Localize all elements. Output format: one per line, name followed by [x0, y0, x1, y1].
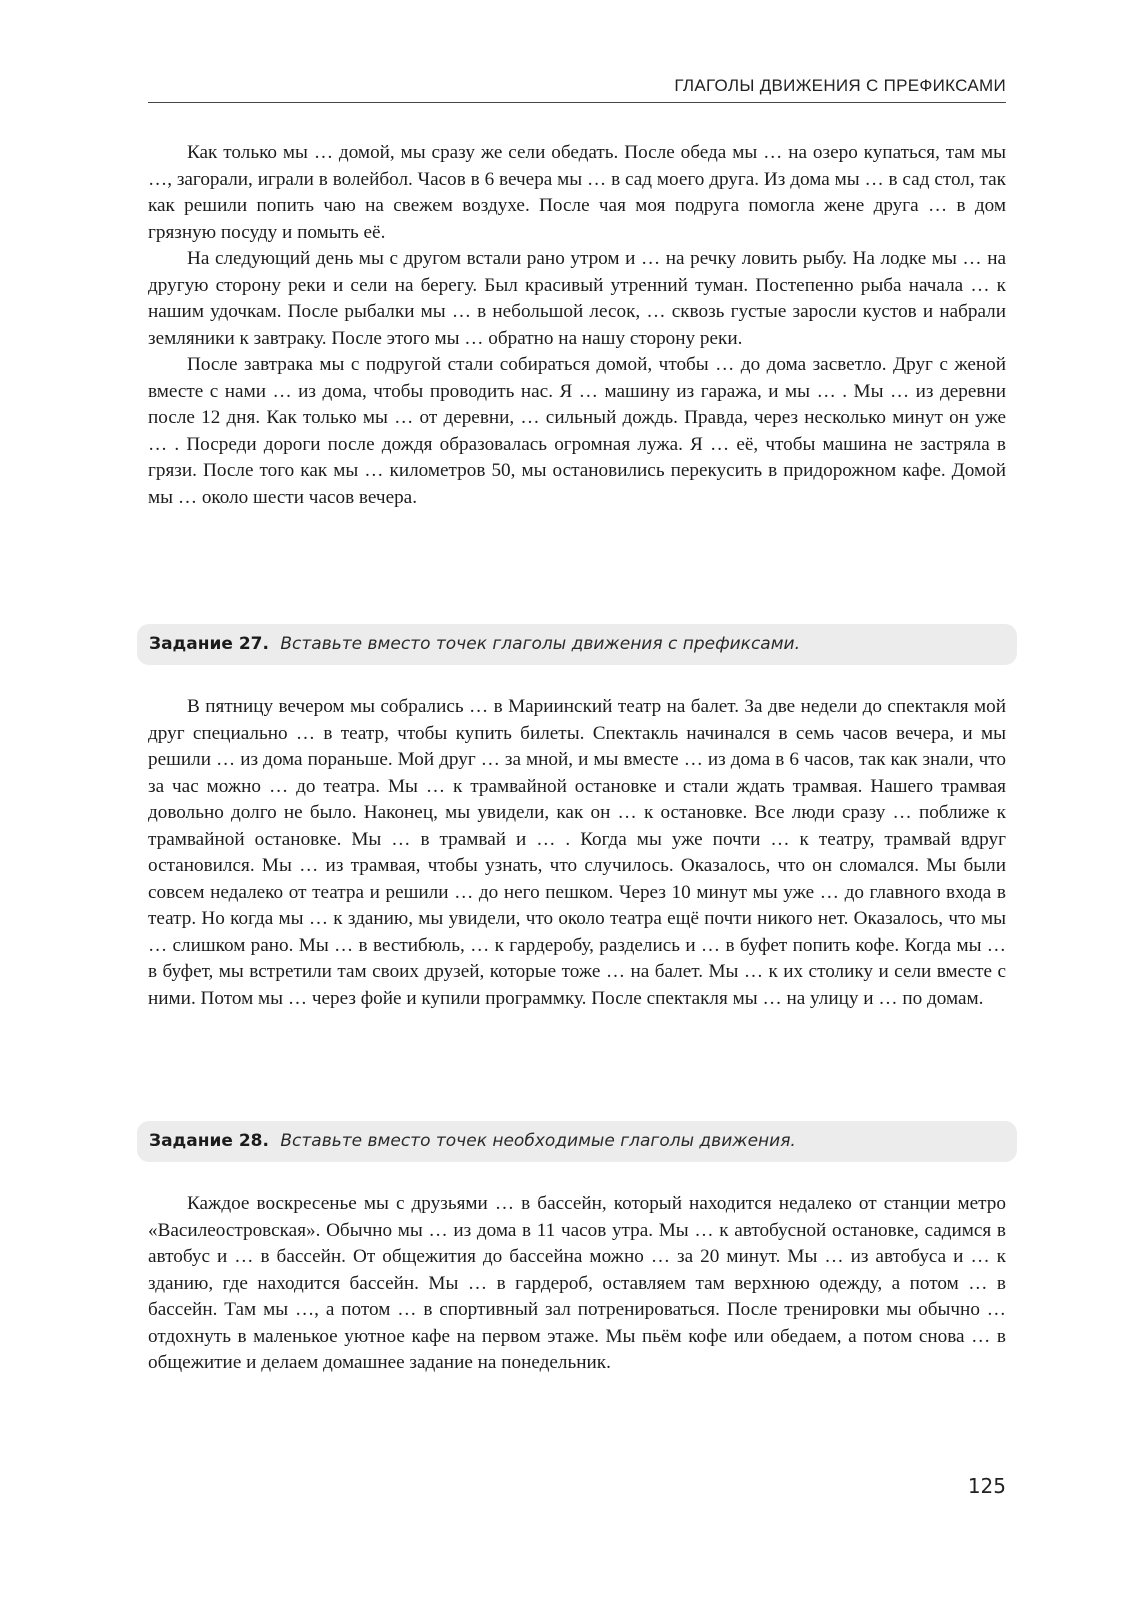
task-27-instruction: Вставьте вместо точек глаголы движения с префиксами. [280, 634, 800, 654]
paragraph: Как только мы … домой, мы сразу же сели обедать. После обеда мы … на озеро купаться, там мы …, загорали, играли в волейбол. Часов в 6 вечера мы … в сад моего друга. Из дома мы … в сад стол, так как решили попить чаю на свежем воздухе. После чая моя подруга помогла жене друга … в дом грязную посуду и помыть её. [148, 142, 1006, 243]
task-28-instruction: Вставьте вместо точек необходимые глаголы движения. [280, 1131, 796, 1151]
task-28-banner [137, 1121, 1017, 1162]
paragraph: После завтрака мы с подругой стали собираться домой, чтобы … до дома засветло. Друг с женой вместе с нами … из дома, чтобы проводить нас. Я … машину из гаража, и мы … . Мы … из деревни после 12 дня. Как только мы … от деревни, … сильный дождь. Правда, через несколько минут он уже … . Посреди дороги после дождя образовалась огромная лужа. Я … её, чтобы машина не застряла в грязи. После того как мы … километров 50, мы остановились перекусить в придорожном кафе. Домой мы … около шести часов вечера. [148, 354, 1006, 508]
paragraph: Каждое воскресенье мы с друзьями … в бассейн, который находится недалеко от станции метро «Василеостровская». Обычно мы … из дома в 11 часов утра. Мы … к автобусной остановке, садимся в автобус и … в бассейн. От общежития до бассейна можно … за 20 минут. Мы … из автобуса и … к зданию, где находится бассейн. Мы … в гардероб, оставляем там верхнюю одежду, а потом … в бассейн. Там мы …, а потом … в спортивный зал потренироваться. После тренировки мы обычно … отдохнуть в маленькое уютное кафе на первом этаже. Мы пьём кофе или обедаем, а потом снова … в общежитие и делаем домашнее задание на понедельник. [148, 1193, 1006, 1373]
task-28-label: Задание 28. [149, 1131, 269, 1151]
paragraph: На следующий день мы с другом встали рано утром и … на речку ловить рыбу. На лодке мы … на другую сторону реки и сели на берегу. Был красивый утренний туман. Постепенно рыба начала … к нашим удочкам. После рыбалки мы … в небольшой лесок, … сквозь густые заросли кустов и набрали земляники к завтраку. После этого мы … обратно на нашу сторону реки. [148, 248, 1006, 349]
task-27-label: Задание 27. [149, 634, 269, 654]
paragraph: В пятницу вечером мы собрались … в Мариинский театр на балет. За две недели до спектакля мой друг специально … в театр, чтобы купить билеты. Спектакль начинался в семь часов вечера, и мы решили … из дома пораньше. Мой друг … за мной, и мы вместе … из дома в 6 часов, так как знали, что за час можно … до театра. Мы … к трамвайной остановке и стали ждать трамвая. Нашего трамвая довольно долго не было. Наконец, мы увидели, как он … к остановке. Все люди сразу … поближе к трамвайной остановке. Мы … в трамвай и … . Когда мы уже почти … к театру, трамвай вдруг остановился. Мы … из трамвая, чтобы узнать, что случилось. Оказалось, что он сломался. Мы были совсем недалеко от театра и решили … до него пешком. Через 10 минут мы уже … до главного входа в театр. Но когда мы … к зданию, мы увидели, что около театра ещё почти никого нет. Оказалось, что мы … слишком рано. Мы … в вестибюль, … к гардеробу, разделись и … в буфет попить кофе. Когда мы … в буфет, мы встретили там своих друзей, которые тоже … на балет. Мы … к их столику и сели вместе с ними. Потом мы … через фойе и купили программку. После спектакля мы … на улицу и … по домам. [148, 696, 1006, 1009]
task-27-banner [137, 624, 1017, 665]
text-block-3 [148, 1191, 1006, 1377]
page-number: 125 [967, 1474, 1006, 1498]
running-header: ГЛАГОЛЫ ДВИЖЕНИЯ С ПРЕФИКСАМИ [148, 76, 1006, 103]
text-block-1 [148, 140, 1006, 511]
text-block-2 [148, 694, 1006, 1012]
